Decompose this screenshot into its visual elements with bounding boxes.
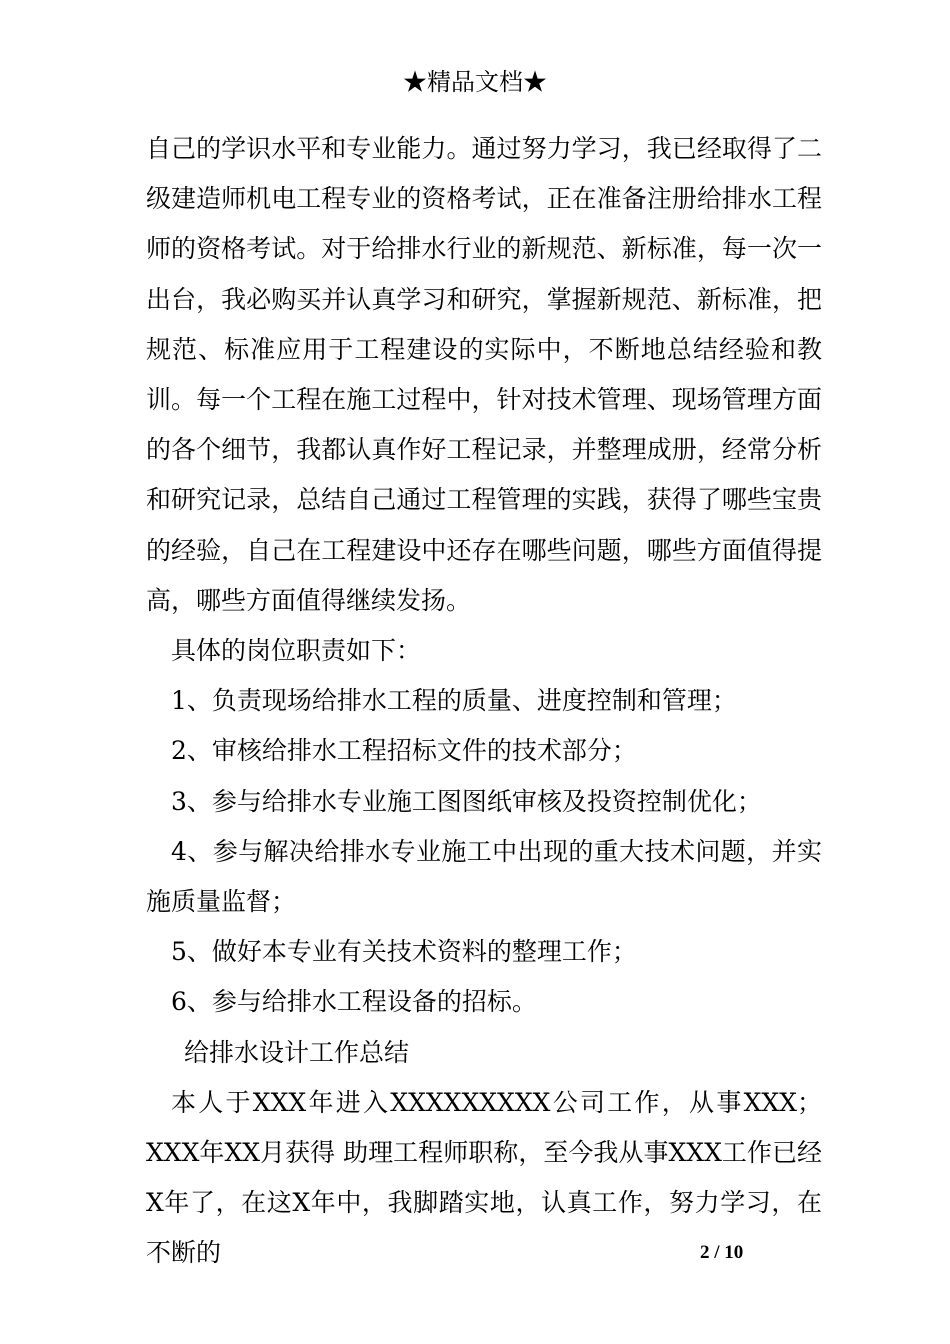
duty-item-6: 6、参与给排水工程设备的招标。 bbox=[171, 987, 537, 1017]
duty-item-5: 5、做好本专业有关技术资料的整理工作； bbox=[171, 937, 637, 967]
duty-item-1: 1、负责现场给排水工程的质量、进度控制和管理； bbox=[171, 686, 737, 716]
document-body bbox=[146, 124, 822, 1279]
section-subtitle: 给排水设计工作总结 bbox=[184, 1037, 410, 1067]
duty-item-2: 2、审核给排水工程招标文件的技术部分； bbox=[171, 736, 637, 766]
duties-intro: 具体的岗位职责如下： bbox=[171, 636, 422, 666]
duty-item-3: 3、参与给排水专业施工图图纸审核及投资控制优化； bbox=[171, 786, 762, 816]
page-header: ★精品文档★ bbox=[403, 68, 547, 96]
paragraph: 本人于XXX年进入XXXXXXXXX公司工作，从事XXX；XXX年XX月获得 助理工程师职称，至今我从事XXX工作已经X年了，在这X年中，我脚踏实地，认真工作，努力学习，在不断的 bbox=[146, 1087, 822, 1268]
duty-item-4: 4、参与解决给排水专业施工中出现的重大技术问题，并实施质量监督； bbox=[146, 836, 822, 917]
paragraph: 自己的学识水平和专业能力。通过努力学习，我已经取得了二级建造师机电工程专业的资格考试，正在准备注册给排水工程师的资格考试。对于给排水行业的新规范、新标准，每一次一出台，我必购买并认真学习和研究，掌握新规范、新标准，把规范、标准应用于工程建设的实际中，不断地总结经验和教训。每一个工程在施工过程中，针对技术管理、现场管理方面的各个细节，我都认真作好工程记录，并整理成册，经常分析和研究记录，总结自己通过工程管理的实践，获得了哪些宝贵的经验，自己在工程建设中还存在哪些问题，哪些方面值得提高，哪些方面值得继续发扬。 bbox=[146, 134, 822, 615]
page-number: 2 / 10 bbox=[700, 1242, 744, 1263]
